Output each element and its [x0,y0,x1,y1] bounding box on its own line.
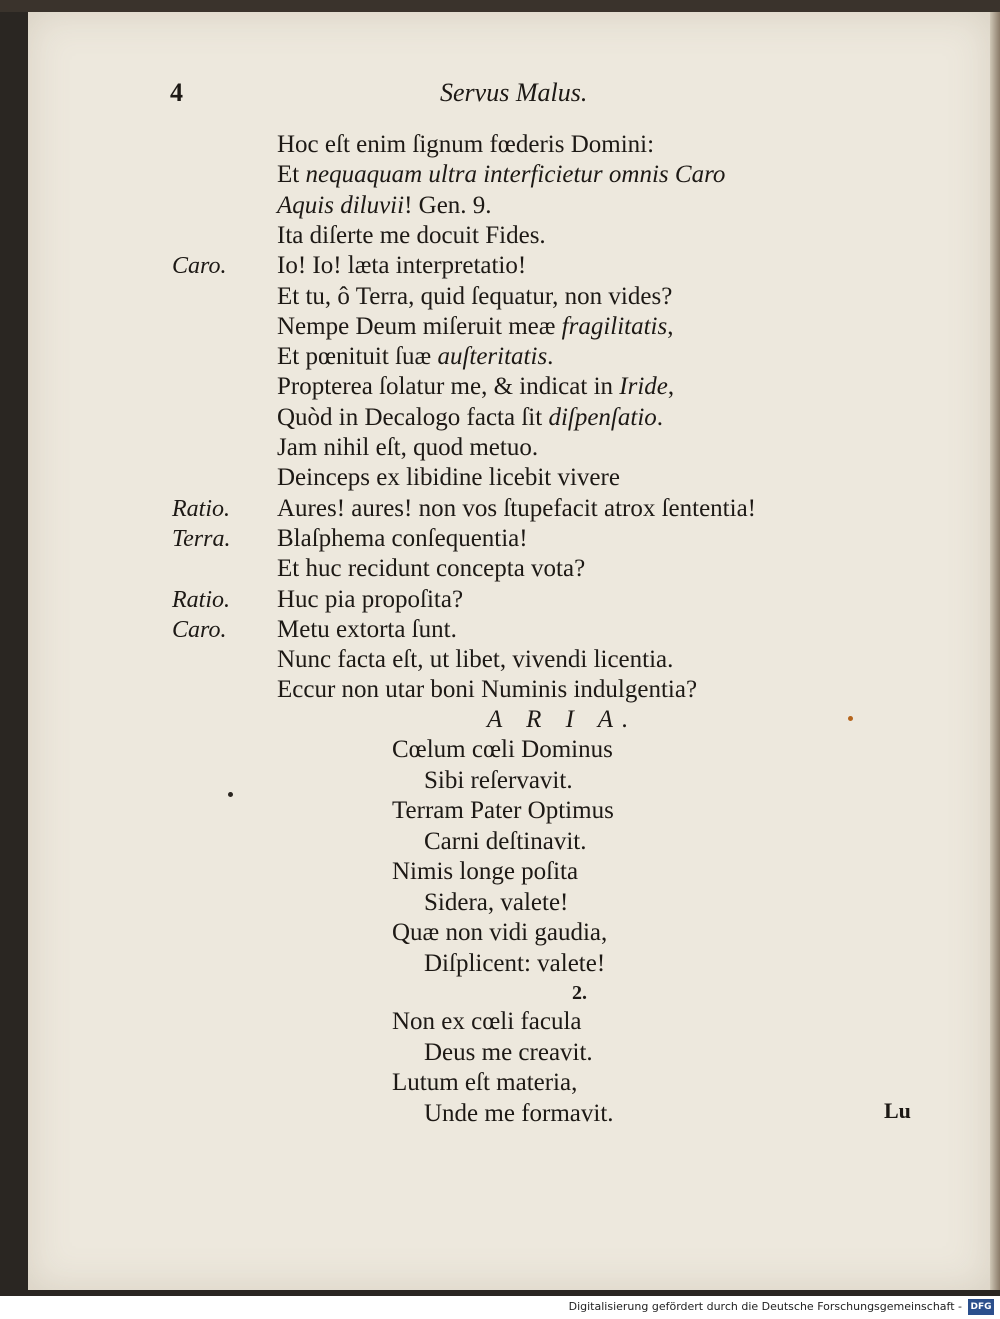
roman-text: , [667,312,674,340]
aria-title: A R I A. [487,706,638,733]
verse-line: Ita diſerte me docuit Fides. [277,221,546,249]
italic-text: Iride [619,373,668,401]
running-head: Servus Malus. [440,78,588,107]
roman-text: Et pœnituit ſuæ [277,343,438,371]
aria-line: Carni deſtinavit. [424,827,587,855]
verse-line: Blaſphema conſequentia! [277,524,528,552]
ink-speck [848,716,853,721]
scan-border-top [0,0,1000,12]
verse-line: Et tu, ô Terra, quid ſequatur, non vides? [277,282,673,310]
verse-line: Hoc eſt enim ſignum fœderis Domini: [277,131,655,158]
dfg-logo: DFG [968,1299,994,1315]
speaker-label: Ratio. [172,586,230,613]
verse-line [277,372,674,402]
italic-text: Caro [674,161,726,189]
aria-line: Quæ non vidi gaudia, [392,919,608,946]
aria-line: Sidera, valete! [424,888,569,916]
footer-bar [0,1296,1000,1319]
verse-line: Io! Io! læta interpretatio! [277,252,527,280]
italic-text: nequaquam ultra interficietur omnis [305,161,669,189]
roman-text: Nempe Deum miſeruit meæ [277,312,562,340]
catchword: Lu [884,1098,911,1123]
roman-text: Propterea ſolatur me, & indicat in [277,373,620,401]
verse-line: Aures! aures! non vos ſtupefacit atrox ſententia! [277,494,756,522]
verse-line [277,191,492,221]
verse-line: Et huc recidunt concepta vota? [277,555,586,583]
italic-text: diſpenſatio [548,403,657,431]
speaker-label: Caro. [172,253,227,280]
roman-text: , [667,373,675,401]
verse-line: Jam nihil eſt, quod metuo. [277,434,539,461]
speaker-label: Ratio. [172,495,230,522]
aria-line: Terram Pater Optimus [392,797,614,824]
verse-line: Eccur non utar boni Numinis indulgentia? [277,676,698,704]
verse-line: Huc pia propoſita? [277,585,464,613]
verse-line: Deinceps ex libidine licebit vivere [277,464,620,492]
verse-line [277,403,663,433]
roman-text: Quòd in Decalogo facta ſit [277,403,549,431]
funding-credit: Digitalisierung gefördert durch die Deutsche Forschungsgemeinschaft - [568,1300,962,1313]
speaker-label: Caro. [172,616,227,643]
roman-text: . [547,343,554,371]
roman-text: . [656,403,664,431]
speaker-label: Terra. [172,525,231,552]
italic-text: auſteritatis [437,343,548,371]
aria-line: Cœlum cœli Dominus [392,736,613,763]
verse-line [277,312,674,342]
aria-line: Unde me formavit. [424,1099,614,1127]
verse-line [277,342,553,372]
verse-line: Nunc facta eſt, ut libet, vivendi licentia. [277,646,674,674]
page-edge [990,12,1000,1290]
roman-text: ! Gen. 9. [404,191,492,219]
italic-text: Aquis diluvii [277,191,405,219]
aria-line: Diſplicent: valete! [424,949,606,977]
aria-line: Nimis longe poſita [392,858,579,885]
italic-text: fragilitatis [561,312,668,340]
aria-line: Sibi reſervavit. [424,766,573,794]
roman-text: Et [277,161,306,189]
aria-line: Deus me creavit. [424,1038,593,1066]
verse-line: Metu extorta ſunt. [277,615,457,643]
aria-line: Lutum eſt materia, [392,1069,578,1096]
page-number: 4 [170,78,183,107]
stanza-number: 2. [572,982,587,1004]
aria-line: Non ex cœli facula [392,1008,582,1035]
verse-line [277,160,725,190]
ink-speck [228,792,233,797]
